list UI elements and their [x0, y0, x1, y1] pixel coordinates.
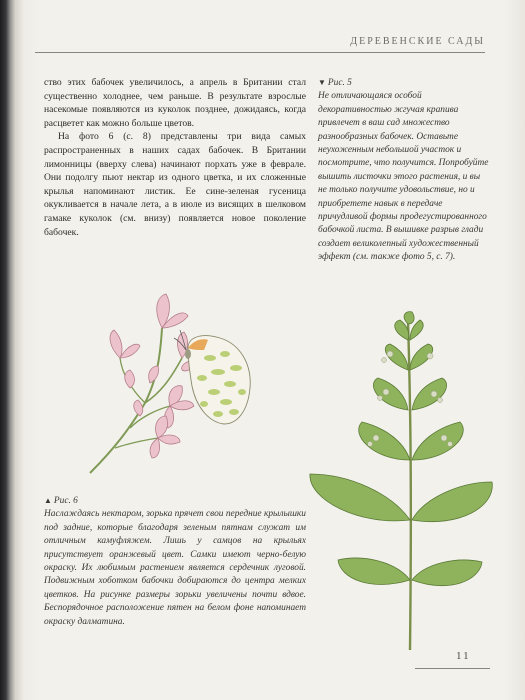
caption-fig6	[44, 494, 306, 629]
caption-fig5-text: Не отличающаяся особой декоративностью жгучая крапива привлечет в ваш сад множество разнообразных бабочек. Оставьте неухоженным небольшой участок и посмотрите, что получится. Попробуйте вышить листочки этого растения, и вы не только получите удовольствие, но и приобретете навык в передаче причудливой формы продегустированного бабочкой листа. В вышивке разрыв глади создает великолепный художественный эффект (см. также фото 5, с. 7).	[318, 91, 489, 263]
caption-fig6-label: Рис. 6	[53, 496, 78, 506]
header-rule	[35, 52, 485, 53]
footer-rule	[415, 668, 490, 669]
caption-fig5-label: Рис. 5	[327, 78, 352, 88]
caption-fig5	[318, 76, 490, 265]
caption-fig6-text: Наслаждаясь нектаром, зорька прячет свои передние крылышки под задние, которые благодаря зеленым пятнам служат им отличным камуфляжем. Лишь у самцов на крыльях присутствует оранжевый цвет. Самки имеют черно-белую окраску. Их любимым растением является сердечник луговой. Подвижным хоботком бабочки добираются до центра мелких цветков. На рисунке размеры зорьки увеличены почти вдвое. Беспорядочное расположение пятен на белом фоне напоминает окраску далматина.	[44, 509, 306, 627]
up-triangle-icon: ▲	[44, 496, 52, 505]
paragraph-2: На фото 6 (с. 8) представлены три вида самых распространенных в наших садах бабочек. В Британии лимонницы (вверху слева) начинают порхать уже в феврале. Они подолгу пьют нектар из одного цветка, и их сложенные крылья напоминают листик. Ее сине-зеленая гусеница окукливается в начале лета, а в июле из висящих в шелковом гамаке куколок (см. внизу) появляется новое поколение бабочек.	[44, 131, 306, 238]
running-head: ДЕРЕВЕНСКИЕ САДЫ	[350, 36, 485, 47]
down-triangle-icon: ▼	[318, 78, 326, 87]
butterfly-illustration	[70, 288, 320, 488]
nettle-illustration	[300, 310, 500, 655]
page-number: 11	[456, 650, 471, 662]
main-text-column	[44, 76, 306, 239]
paragraph-1: ство этих бабочек увеличилось, а апрель в Британии стал существенно холоднее, чем раньше. В результате взрослые насекомые появляются из куколок позднее, дожидаясь, когда расцветет как можно больше цветов.	[44, 77, 306, 129]
